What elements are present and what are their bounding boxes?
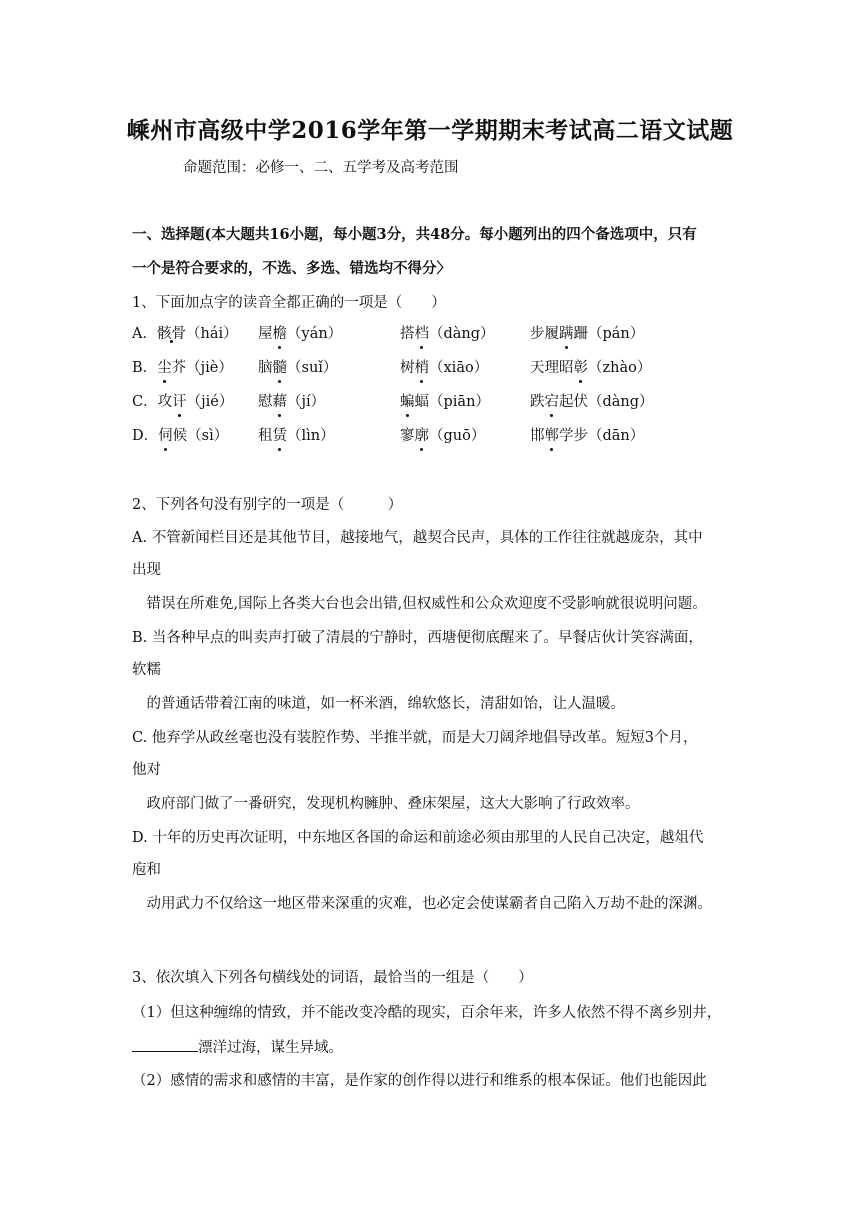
question-1-option-cell [400, 392, 490, 412]
dotted-character: 讦 [172, 394, 187, 410]
question-1-stem: 1、下面加点字的读音全都正确的一项是（ ） [132, 295, 446, 311]
question-2-line: 他对 [132, 762, 161, 778]
option-text: （jí） [287, 394, 326, 410]
option-text: （guō） [429, 428, 486, 444]
question-3-item-1-tail: 漂洋过海，谋生异域。 [198, 1040, 343, 1056]
question-1-option-cell [400, 426, 485, 446]
question-1-option-cell [258, 392, 325, 412]
question-3-item-1: （1）但这种缠绵的情致，并不能改变冷酷的现实，百余年来，许多人依然不得不离乡别井， [132, 1005, 722, 1021]
option-text: 学步（dān） [559, 428, 645, 444]
dotted-character: 蹒 [559, 326, 574, 342]
option-text: 骨（hái） [171, 326, 238, 342]
option-letter: B． [132, 360, 158, 376]
question-2-line: 政府部门做了一番研究，发现机构臃肿、叠床架屋，这大大影响了行政效率。 [132, 796, 640, 812]
dotted-character: 赁 [272, 428, 287, 444]
question-1-option-cell [132, 358, 233, 378]
dotted-character: 檐 [272, 326, 287, 342]
question-3-stem: 3、依次填入下列各句横线处的词语，最恰当的一组是（ ） [132, 970, 533, 986]
option-text: 搭 [400, 326, 415, 342]
question-1-option-cell [530, 358, 651, 378]
fill-in-blank [132, 1037, 198, 1052]
option-text: 树 [400, 360, 415, 376]
option-text: （yán） [287, 326, 343, 342]
question-2-line: B. 当各种早点的叫卖声打破了清晨的宁静时，西塘便彻底醒来了。早餐店伙计笑容满面， [132, 630, 703, 646]
question-2-line: 软糯 [132, 662, 161, 678]
question-2-line: C. 他弃学从政丝毫也没有装腔作势、半推半就，而是大刀阔斧地倡导改革。短短3个月， [132, 730, 698, 746]
option-text: 攻 [157, 394, 173, 410]
page-title: 嵊州市高级中学2016学年第一学期期末考试高二语文试题 [126, 117, 734, 144]
exam-scope: 命题范围：必修一、二、五学考及高考范围 [183, 160, 459, 176]
option-text: 脑 [258, 360, 273, 376]
dotted-character: 蝙 [400, 394, 415, 410]
option-text: 骸 [156, 326, 172, 342]
question-2-line: 动用武力不仅给这一地区带来深重的灾难，也必定会使谋霸者自己陷入万劫不赴的深渊。 [132, 896, 712, 912]
dotted-character: 尘 [157, 360, 172, 376]
question-1-option-cell [400, 358, 488, 378]
question-1-option-cell [258, 324, 342, 344]
question-1-option-cell [132, 426, 228, 446]
option-text: （jié） [186, 394, 234, 410]
question-2-line: 庖和 [132, 862, 161, 878]
question-1-option-cell [530, 324, 644, 344]
question-1-option-cell [400, 324, 495, 344]
option-text: 租 [258, 428, 273, 444]
question-2-line: 的普通话带着江南的味道，如一杯米酒，绵软悠长，清甜如饴，让人温暖。 [132, 696, 625, 712]
question-1-option-cell [258, 426, 335, 446]
question-2-line: A. 不管新闻栏目还是其他节目，越接地气，越契合民声，具体的工作往往就越庞杂，其中 [132, 530, 703, 546]
section-heading-line-1: 一、选择题(本大题共16小题，每小题3分，共48分。每小题列出的四个备选项中，只有 [132, 226, 697, 243]
question-3-item-2: （2）感情的需求和感情的丰富，是作家的创作得以进行和维系的根本保证。他们也能因此 [132, 1073, 707, 1089]
option-text: 步履 [530, 326, 559, 342]
question-3-item-1-cont [132, 1037, 343, 1058]
dotted-character: 档 [414, 326, 429, 342]
option-text: 蝠（piān） [414, 394, 490, 410]
question-1-option-cell [530, 392, 654, 412]
dotted-character: 髓 [272, 360, 287, 376]
question-1-option-cell [132, 392, 233, 412]
option-text: 屋 [258, 326, 273, 342]
question-1-option-cell [258, 358, 337, 378]
option-text: 候（sì） [172, 428, 229, 444]
question-1-option-cell [132, 324, 238, 344]
option-letter: D． [132, 428, 159, 444]
option-text: 芥（jiè） [171, 360, 233, 376]
option-text: （dàng） [429, 326, 495, 342]
option-letter: A． [132, 326, 157, 342]
option-text: 邯 [530, 428, 545, 444]
dotted-character: 伺 [158, 428, 173, 444]
question-2-line: D. 十年的历史再次证明，中东地区各国的命运和前途必须由那里的人民自己决定，越俎代 [132, 830, 704, 846]
option-letter: C． [132, 394, 158, 410]
option-text: （zhào） [588, 360, 652, 376]
option-text: 起伏（dàng） [559, 394, 654, 410]
dotted-character: 宕 [544, 394, 559, 410]
dotted-character: 廓 [414, 428, 429, 444]
question-2-line: 错误在所难免,国际上各类大台也会出错,但权威性和公众欢迎度不受影响就很说明问题。 [132, 596, 707, 612]
option-text: 跌 [530, 394, 545, 410]
option-text: 慰 [258, 394, 273, 410]
section-heading-line-2: 一个是符合要求的，不选、多选、错选均不得分〉 [132, 260, 451, 277]
option-text: 跚（pán） [573, 326, 645, 342]
option-text: 寥 [400, 428, 415, 444]
dotted-character: 梢 [414, 360, 429, 376]
dotted-character: 藉 [272, 394, 287, 410]
dotted-character: 郸 [544, 428, 559, 444]
option-text: （lìn） [287, 428, 335, 444]
question-1-option-cell [530, 426, 644, 446]
option-text: （xiāo） [429, 360, 489, 376]
option-text: （suǐ） [287, 360, 338, 376]
question-2-line: 出现 [132, 562, 161, 578]
option-text: 天理昭 [530, 360, 574, 376]
question-2-stem: 2、下列各句没有别字的一项是（ ） [132, 497, 403, 513]
dotted-character: 彰 [573, 360, 588, 376]
